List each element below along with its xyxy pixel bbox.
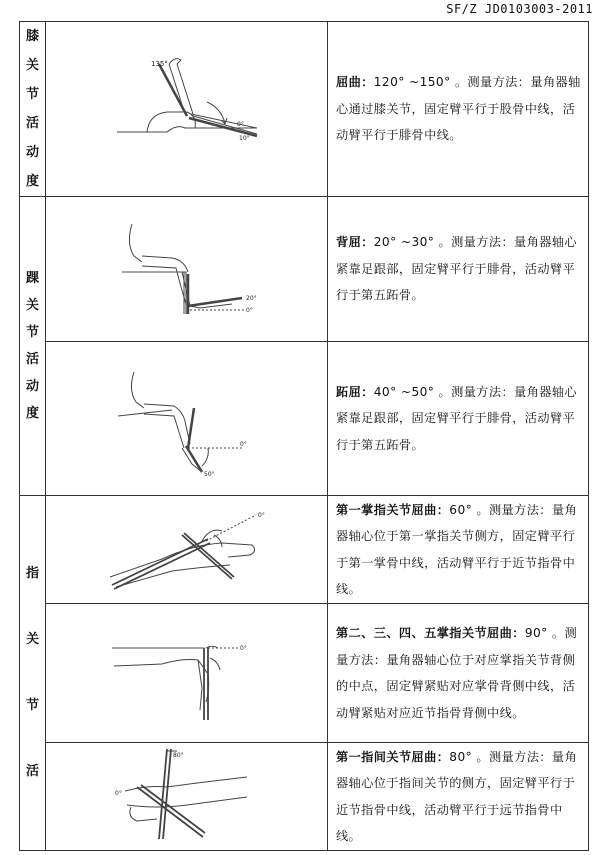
- ankle-plantarflexion-description: [328, 342, 589, 496]
- angle-label: 0°: [114, 789, 122, 797]
- table-row: [20, 342, 589, 496]
- thumb-mcp-description: [328, 496, 589, 604]
- document-code: SF/Z JD0103003-2011: [446, 2, 593, 16]
- measure-title: 第二、三、四、五掌指关节屈曲：: [336, 626, 525, 640]
- measurement-table: [19, 21, 589, 851]
- angle-label: 50°: [203, 470, 215, 478]
- angle-label: 0°: [239, 440, 247, 448]
- category-char: 活: [25, 764, 39, 779]
- category-char: 活: [25, 116, 39, 131]
- measure-title: 屈曲：: [336, 75, 374, 90]
- category-char: 节: [25, 87, 39, 102]
- thumb-ip-description: [328, 743, 589, 851]
- measure-title: 跖屈：: [336, 384, 374, 399]
- angle-label: 135°: [150, 60, 168, 68]
- category-char: 指: [25, 566, 39, 581]
- ankle-dorsiflexion-figure-cell: [46, 197, 328, 342]
- thumb-mcp-figure-cell: [46, 496, 328, 604]
- table-row: [20, 496, 589, 604]
- category-char: 关: [25, 632, 39, 647]
- thumb-ip-flexion-goniometer-icon: [107, 747, 267, 847]
- table-row: [20, 197, 589, 342]
- table-row: [20, 604, 589, 743]
- category-finger: [20, 496, 46, 851]
- category-char: 度: [25, 174, 39, 189]
- measure-text: 20° ~30° 。测量方法：量角器轴心紧靠足跟部，固定臂平行于腓骨，活动臂平行于第五跖骨。: [336, 235, 577, 303]
- category-char: 动: [25, 145, 39, 160]
- angle-label: 0°: [236, 121, 244, 128]
- category-char: 节: [25, 698, 39, 713]
- category-char: 关: [25, 298, 39, 313]
- category-char: 度: [25, 406, 39, 421]
- measure-text: 120° ~150° 。测量方法：量角器轴心通过膝关节，固定臂平行于股骨中线，活动臂平行于腓骨中线。: [336, 75, 581, 143]
- angle-label: 0°: [239, 645, 247, 652]
- measure-title: 第一掌指关节屈曲：: [336, 502, 450, 517]
- category-char: 踝: [25, 271, 39, 286]
- knee-description: [328, 22, 589, 197]
- measure-text: 40° ~50° 。测量方法：量角器轴心紧靠足跟部，固定臂平行于腓骨，活动臂平行于第五跖骨。: [336, 384, 577, 452]
- category-char: 节: [25, 325, 39, 340]
- finger-mcp-figure-cell: [46, 604, 328, 743]
- angle-label: 80°: [172, 751, 184, 759]
- category-char: 膝: [25, 29, 39, 44]
- thumb-ip-figure-cell: [46, 743, 328, 851]
- angle-label: 10°: [238, 135, 250, 142]
- category-char: 动: [25, 379, 39, 394]
- measure-text: 60° 。测量方法：量角器轴心位于第一掌指关节侧方，固定臂平行于第一掌骨中线，活动臂平行于近节指骨中线。: [336, 502, 578, 596]
- knee-figure-cell: [46, 22, 328, 197]
- measure-title: 第一指间关节屈曲：: [336, 749, 450, 764]
- angle-label: 20°: [245, 295, 257, 302]
- finger-mcp-description: [328, 604, 589, 743]
- measure-text: 80° 。测量方法：量角器轴心位于指间关节的侧方，固定臂平行于近节指骨中线，活动臂平行于远节指骨中线。: [336, 749, 578, 843]
- table-row: [20, 22, 589, 197]
- measure-title: 背屈：: [336, 235, 374, 250]
- category-char: 关: [25, 58, 39, 73]
- measure-text: 90° 。测量方法：量角器轴心位于对应掌指关节背侧的中点，固定臂紧贴对应掌骨背侧中线，活动臂紧贴对应近节指骨背侧中线。: [336, 626, 578, 720]
- ankle-dorsiflexion-description: [328, 197, 589, 342]
- thumb-mcp-flexion-goniometer-icon: [102, 505, 272, 595]
- category-char: 活: [25, 352, 39, 367]
- table-row: [20, 743, 589, 851]
- angle-label: 0°: [245, 307, 253, 314]
- category-knee: [20, 22, 46, 197]
- ankle-plantarflexion-goniometer-icon: [112, 364, 262, 478]
- category-ankle: [20, 197, 46, 496]
- ankle-dorsiflexion-goniometer-icon: [112, 214, 262, 324]
- finger-mcp-flexion-goniometer-icon: [102, 618, 272, 728]
- ankle-plantarflexion-figure-cell: [46, 342, 328, 496]
- angle-label: 0°: [257, 511, 265, 519]
- knee-flexion-goniometer-icon: [107, 54, 267, 164]
